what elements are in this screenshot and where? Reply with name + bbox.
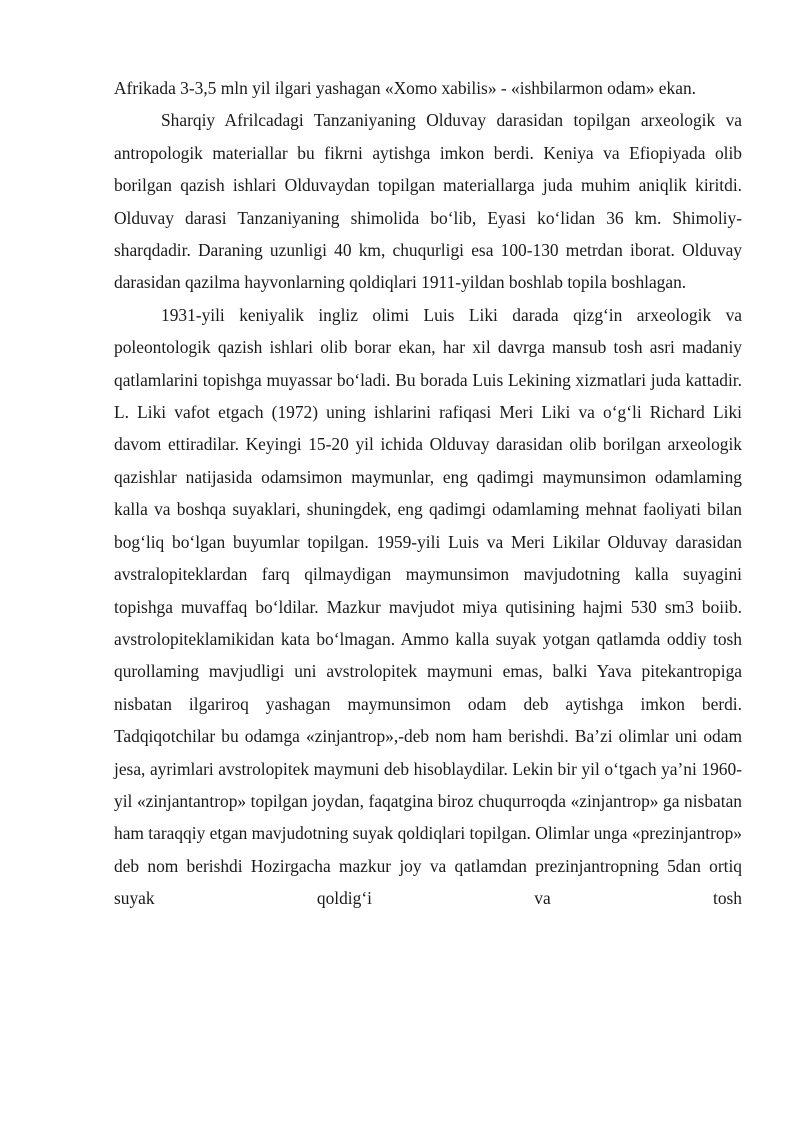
document-page xyxy=(114,72,742,915)
paragraph-2: Sharqiy Afrilcadagi Tanzaniyaning Olduvay darasidan topilgan arxeologik va antropologik materiallar bu fikrni aytishga imkon berdi. Keniya va Efiopiyada olib borilgan qazish ishlari Olduvaydan topilgan materiallarga juda muhim aniqlik kiritdi. Olduvay darasi Tanzaniyaning shimolida bo‘lib, Eyasi ko‘lidan 36 km. Shimoliy-sharqdadir. Daraning uzunligi 40 km, chuqurligi esa 100-130 metrdan iborat. Olduvay darasidan qazilma hayvonlarning qoldiqlari 1911-yildan boshlab topila boshlagan. xyxy=(114,110,742,293)
paragraph-1: Afrikada 3-3,5 mln yil ilgari yashagan «Xomo xabilis» - «ishbilarmon odam» ekan. xyxy=(114,78,696,98)
paragraph-3: 1931-yili keniyalik ingliz olimi Luis Liki darada qizg‘in arxeologik va poleontologik qazish ishlari olib borar ekan, har xil davrga mansub tosh asri madaniy qatlamlarini topishga muyassar bo‘ladi. Bu borada Luis Lekining xizmatlari juda kattadir. L. Liki vafot etgach (1972) uning ishlarini rafiqasi Meri Liki va o‘g‘li Richard Liki davom ettiradilar. Keyingi 15-20 yil ichida Olduvay darasidan olib borilgan arxeologik qazishlar natijasida odamsimon maymunlar, eng qadimgi maymunsimon odamlaming kalla va boshqa suyaklari, shuningdek, eng qadimgi odamlaming mehnat faoliyati bilan bog‘liq bo‘lgan buyumlar topilgan. 1959-yili Luis va Meri Likilar Olduvay darasidan avstralopiteklardan farq qilmaydigan maymunsimon mavjudotning kalla suyagini topishga muvaffaq bo‘ldilar. Mazkur mavjudot miya qutisining hajmi 530 sm3 boiib. avstrolopiteklamikidan kata bo‘lmagan. Ammo kalla suyak yotgan qatlamda oddiy tosh qurollaming mavjudligi uni avstrolopitek maymuni emas, balki Yava pitekantropiga nisbatan ilgariroq yashagan maymunsimon odam deb aytishga imkon berdi. Tadqiqotchilar bu odamga «zinjantrop»,-deb nom ham berishdi. Ba’zi olimlar uni odam jesa, ayrimlari avstrolopitek maymuni deb hisoblaydilar. Lekin bir yil o‘tgach ya’ni 1960-yil «zinjantantrop» topilgan joydan, faqatgina biroz chuqurroqda «zinjantrop» ga nisbatan ham taraqqiy etgan mavjudotning suyak qoldiqlari topilgan. Olimlar unga «prezinjantrop» deb nom berishdi Hozirgacha mazkur joy va qatlamdan prezinjantropning 5dan ortiq suyak qoldig‘i va tosh xyxy=(114,304,742,909)
